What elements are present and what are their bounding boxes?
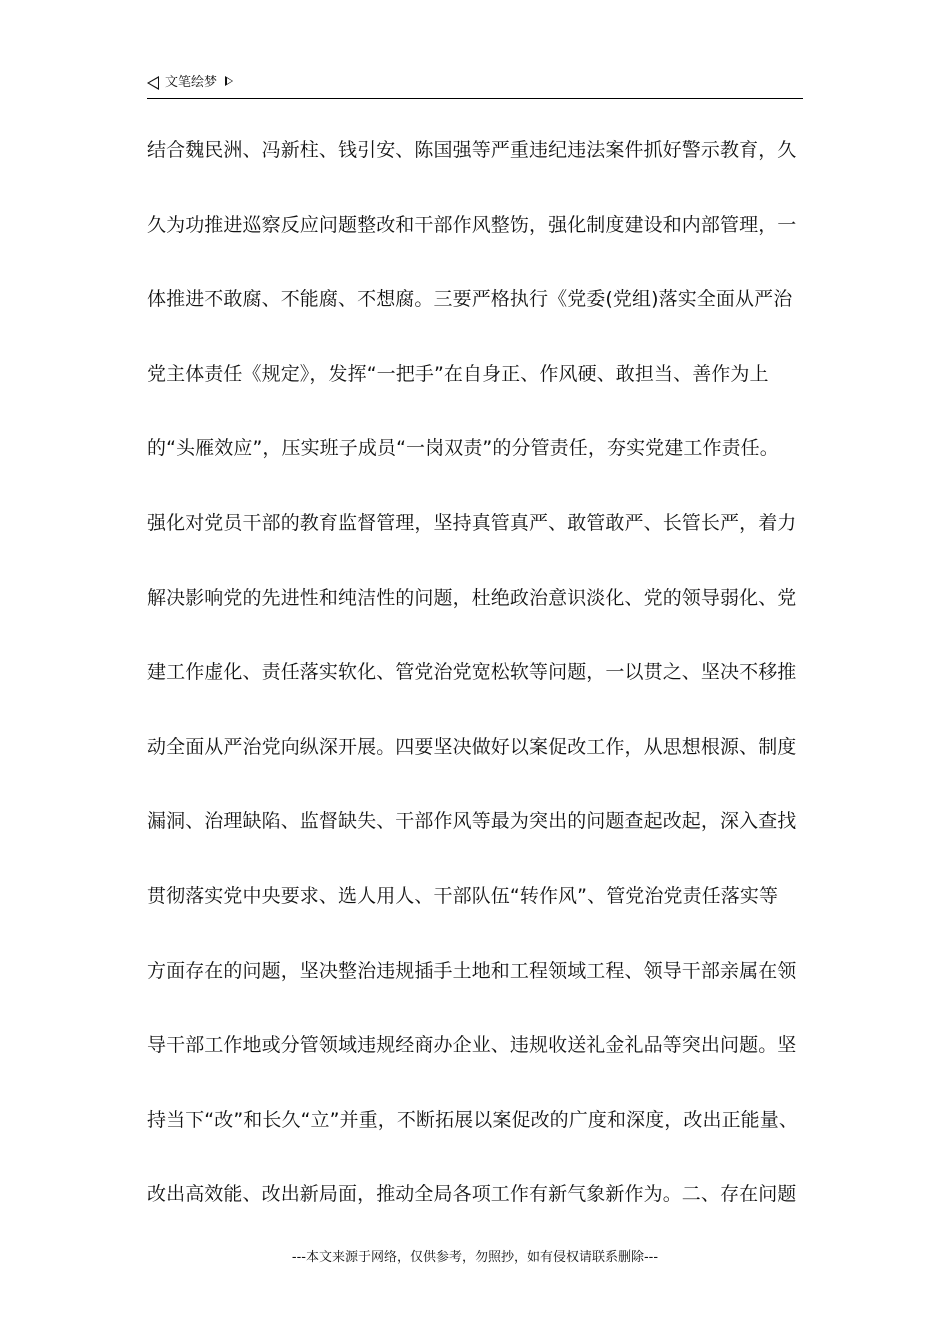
header-title: 文笔绘梦 xyxy=(165,75,218,90)
body-line: 解决影响党的先进性和纯洁性的问题，杜绝政治意识淡化、党的领导弱化、党 xyxy=(147,586,797,609)
body-line: 体推进不敢腐、不能腐、不想腐。三要严格执行《党委(党组)落实全面从严治 xyxy=(147,288,793,311)
left-triangle-icon xyxy=(147,76,159,90)
body-line: 结合魏民洲、冯新柱、钱引安、陈国强等严重违纪违法案件抓好警示教育，久 xyxy=(147,139,797,161)
body-line: 漏洞、治理缺陷、监督缺失、干部作风等最为突出的问题查起改起，深入查找 xyxy=(147,810,797,833)
body-line: 改出高效能、改出新局面，推动全局各项工作有新气象新作为。二、存在问题 xyxy=(147,1183,797,1206)
page-header xyxy=(147,72,803,99)
body-line: 贯彻落实党中央要求、选人用人、干部队伍“转作风”、管党治党责任落实等 xyxy=(147,884,779,907)
body-line: 建工作虚化、责任落实软化、管党治党宽松软等问题，一以贯之、坚决不移推 xyxy=(147,661,797,684)
body-line: 方面存在的问题，坚决整治违规插手土地和工程领域工程、领导干部亲属在领 xyxy=(147,959,797,982)
document-body xyxy=(147,130,807,1249)
body-line: 的“头雁效应”，压实班子成员“一岗双责”的分管责任，夯实党建工作责任。 xyxy=(147,437,779,460)
body-line: 动全面从严治党向纵深开展。四要坚决做好以案促改工作，从思想根源、制度 xyxy=(147,735,797,758)
body-line: 党主体责任《规定》，发挥“一把手”在自身正、作风硬、敢担当、善作为上 xyxy=(147,362,769,385)
header-brand xyxy=(147,74,233,92)
body-line: 久为功推进巡察反应问题整改和干部作风整饬，强化制度建设和内部管理，一 xyxy=(147,213,797,236)
right-triangle-icon xyxy=(225,76,233,86)
page-footer-disclaimer: ---本文来源于网络，仅供参考，勿照抄，如有侵权请联系删除--- xyxy=(291,1250,659,1265)
body-line: 强化对党员干部的教育监督管理，坚持真管真严、敢管敢严、长管长严，着力 xyxy=(147,511,797,534)
body-line: 导干部工作地或分管领域违规经商办企业、违规收送礼金礼品等突出问题。坚 xyxy=(147,1034,797,1057)
body-line: 持当下“改”和长久“立”并重，不断拓展以案促改的广度和深度，改出正能量、 xyxy=(147,1108,798,1131)
